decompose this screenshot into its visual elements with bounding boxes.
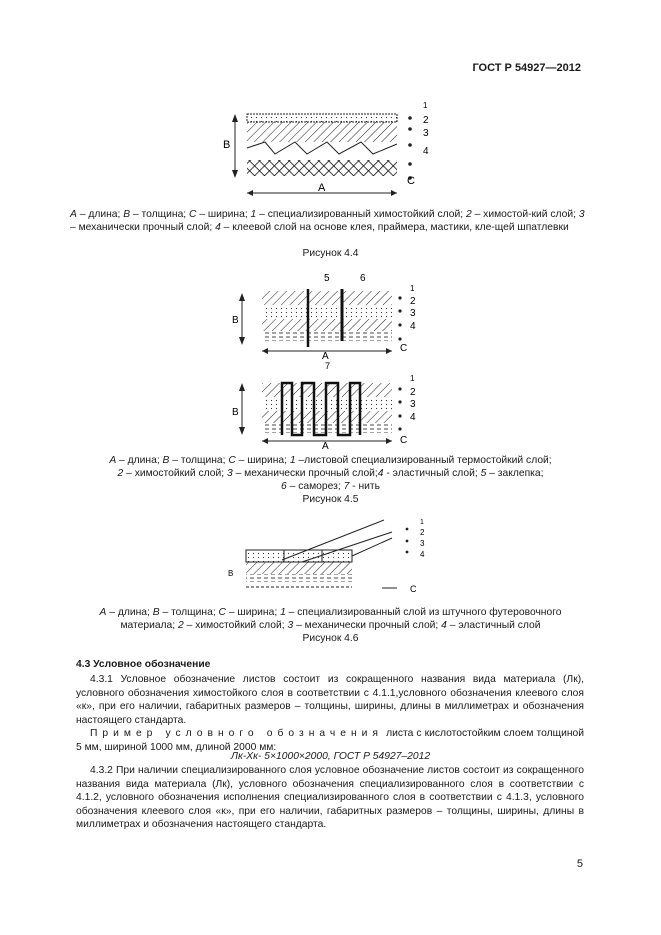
fig45-label-6: 6 [360, 273, 366, 284]
section-title: 4.3 Условное обозначение [76, 659, 211, 670]
figure-4-5-caption: А – длина; В – толщина; С – ширина; 1 –листовой специализированный термостойкий слой; 2 – химостойкий слой; 3 – механически прочный слой;4 - эластичный слой; 5 – заклепка; 6 – саморез; 7 - нить [109, 455, 552, 492]
fig45-label-b-top: B [232, 315, 239, 326]
standard-header: ГОСТ Р 54927—2012 [472, 62, 581, 74]
fig44-label-3: 3 [423, 128, 429, 139]
figure-4-6-title: Рисунок 4.6 [302, 633, 359, 644]
example-text: листа с кислотостойким слоем толщиной 5 мм, шириной 1000 мм, длиной 2000 мм: [76, 728, 584, 753]
fig46-label-b: B [228, 569, 234, 578]
fig46-label-1: 1 [420, 519, 424, 526]
figure-4-4-title: Рисунок 4.4 [302, 248, 359, 259]
paragraph-4-3-1: 4.3.1 Условное обозначение листов состоит из сокращенного названия вида материала (Лк), условного обозначения химостойкого слоя в соответствии с 4.1.1,условного обозначения клеевого слоя «к», при его наличии, габаритных размеров – толщины, ширины, длины в миллиметрах и обозначения настоящего стандарта. [76, 674, 584, 726]
paragraph-4-3-2: 4.3.2 При наличии специализированного слоя условное обозначение листов состоит из сокращенного названия вида материала (Лк), условного обозначения специализированного слоя в соответствии с 4.1.2, условного обозначения исполнения специализированного слоя в соответствии с 4.1.3, условного обозначения клеевого слоя «к», при его наличии, габаритных размеров – толщины, ширины, длины в миллиметрах и обозначения настоящего стандарта. [76, 765, 584, 830]
example-label: Пример условного обозначения [90, 728, 383, 739]
fig45-label-c-top: C [400, 343, 408, 354]
fig45-label-5: 5 [324, 273, 330, 284]
figure-4-4-drawing [215, 96, 445, 198]
fig46-label-3: 3 [420, 539, 425, 548]
fig44-label-c: C [407, 175, 415, 187]
fig44-label-1: 1 [423, 101, 428, 110]
fig45-label-c-bottom: C [400, 435, 408, 446]
fig45-label-4-bottom: 4 [410, 412, 416, 423]
fig45-label-4-top: 4 [410, 321, 416, 332]
example-paragraph [76, 727, 584, 754]
fig45-label-7: 7 [325, 361, 331, 371]
fig45-label-a-bottom: A [322, 441, 329, 451]
fig46-label-c: C [410, 584, 417, 594]
page-number: 5 [576, 858, 583, 870]
fig45-label-1-top: 1 [410, 284, 415, 293]
fig45-label-b-bottom: B [232, 407, 239, 418]
fig44-label-2: 2 [423, 115, 429, 126]
fig44-label-4: 4 [423, 146, 429, 157]
fig45-label-3-top: 3 [410, 308, 416, 319]
designation-formula: Лк-Хк- 5×1000×2000, ГОСТ Р 54927–2012 [230, 751, 431, 762]
fig45-label-2-bottom: 2 [410, 387, 416, 398]
fig45-label-1-bottom: 1 [410, 374, 415, 383]
fig46-label-4: 4 [420, 550, 425, 559]
figure-4-5-title: Рисунок 4.5 [302, 494, 359, 505]
figure-4-6-caption: А – длина; В – толщина; С – ширина; 1 – специализированный слой из штучного футеровочного материала; 2 – химостойкий слой; 3 – механически прочный слой; 4 – эластичный слой [99, 607, 562, 631]
figure-4-5-drawing [230, 271, 430, 451]
fig46-label-2: 2 [420, 528, 425, 537]
figure-4-6-drawing [222, 512, 442, 600]
figure-4-4-caption: А – длина; В – толщина; С – ширина; 1 – специализированный химостойкий слой; 2 – химостой-кий слой; 3 – механически прочный слой; 4 – клеевой слой на основе клея, праймера, мастики, кле-щей шпатлевки [70, 209, 585, 233]
fig44-label-b: B [223, 139, 231, 151]
fig45-label-3-bottom: 3 [410, 399, 416, 410]
fig44-label-a: A [318, 182, 326, 194]
fig45-label-2-top: 2 [410, 296, 416, 307]
fig45-label-a-top: A [322, 351, 329, 362]
